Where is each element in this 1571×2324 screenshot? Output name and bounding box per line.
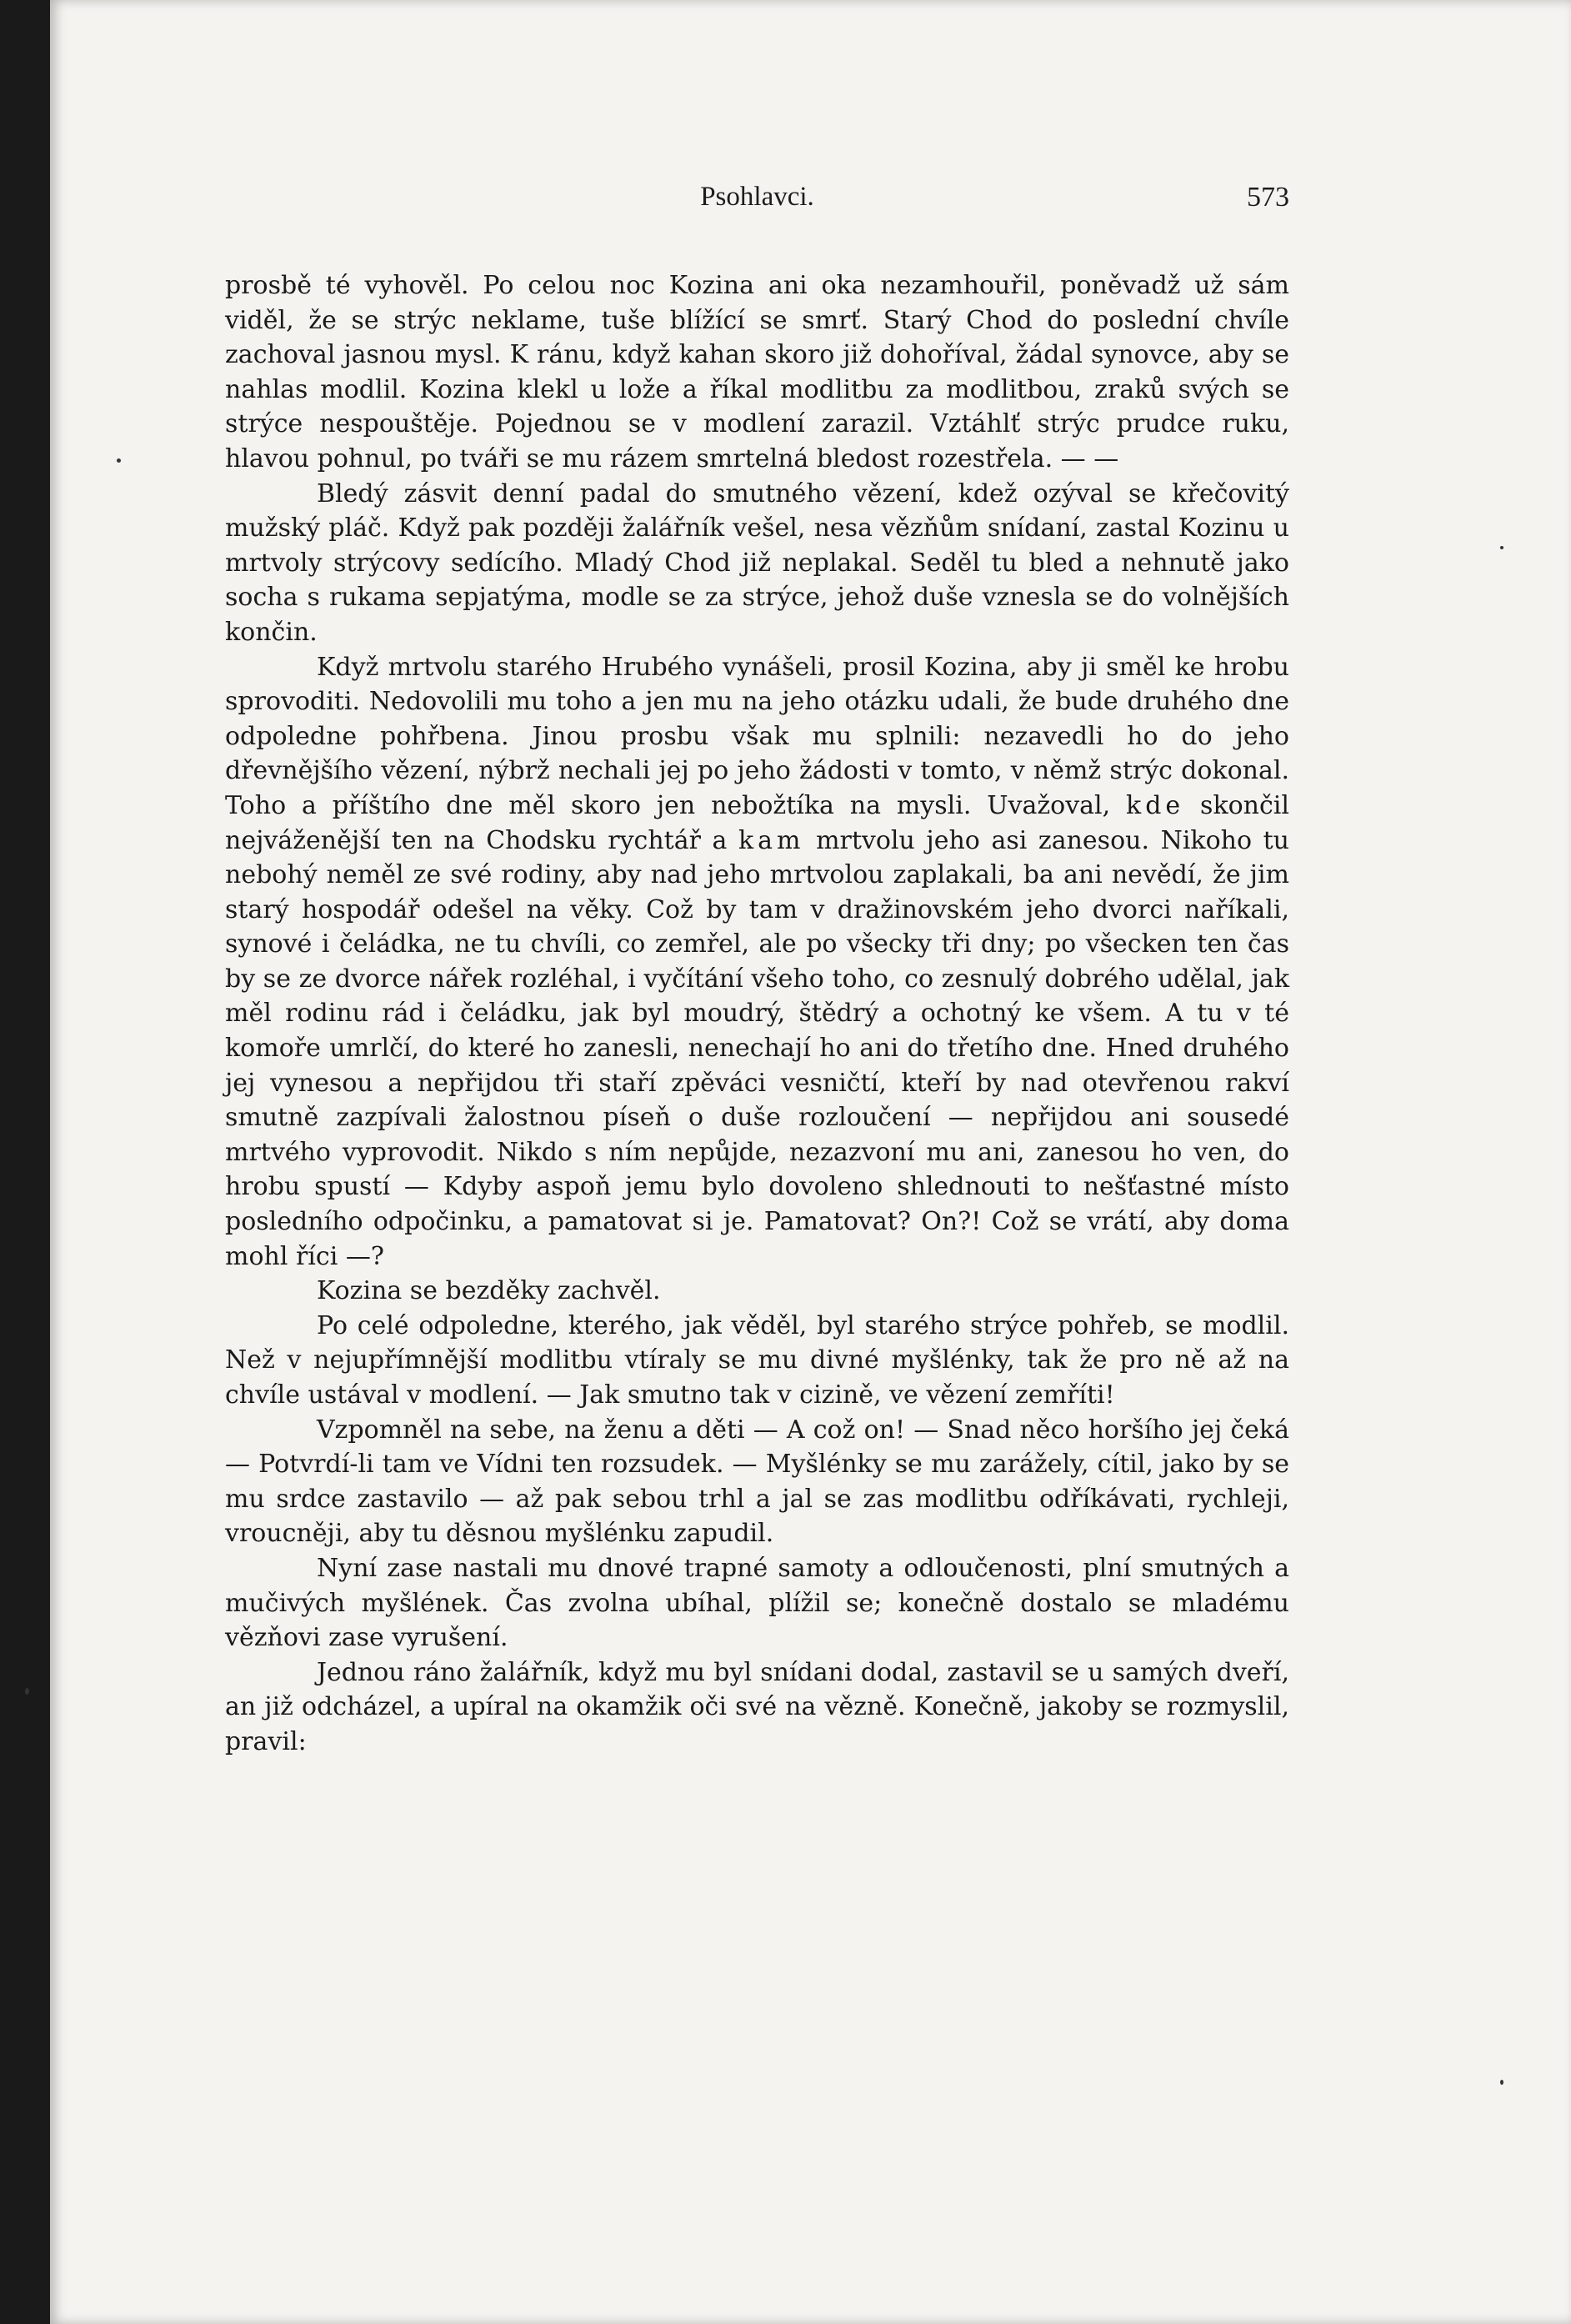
speck <box>117 458 121 463</box>
text-run: mrtvolu jeho asi zanesou. Nikoho tu nebohý neměl ze své rodiny, aby nad jeho mrtvolou zaplakali, ba ani nevědí, že jim starý hospodář odešel na věky. Což by tam v dražinovském jeho dvorci naříkali, synové i čeládka, ne tu chvíli, co zemřel, ale po všecky tři dny; po všecken ten čas by se ze dvorce nářek rozléhal, i vyčítání všeho toho, co zesnulý dobrého udělal, jak měl rodinu rád i čeládku, jak byl moudrý, štědrý a ochotný ke všem. A tu v té komoře umrlčí, do které ho zanesli, nenechají ho ani do třetího dne. Hned druhého jej vynesou a nepřijdou tři staří zpěváci vesničtí, kteří by nad otevřenou rakví smutně zazpívali žalostnou píseň o duše rozloučení — nepřijdou ani sousedé mrtvého vyprovodit. Nikdo s ním nepůjde, nezazvoní mu ani, zanesou ho ven, do hrobu spustí — Kdyby aspoň jemu bylo dovoleno shlednouti to nešťastné místo posledního odpočinku, a pamatovat si je. Pamatovat? On?! Což se vrátí, aby doma mohl říci —? <box>225 825 1289 1271</box>
page-number: 573 <box>1247 182 1289 213</box>
text-run: Vzpomněl na sebe, na ženu a děti — A což on! — Snad něco horšího jej čeká — Potvrdí-li tam ve Vídni ten rozsudek. — Myšlénky se mu zarážely, cítil, jako by se mu srdce zastavilo — až pak sebou trhl a jal se zas modlitbu odříkávati, rychleji, vroucněji, aby tu děsnou myšlénku zapudil. <box>225 1415 1289 1549</box>
paragraph <box>225 1309 1289 1413</box>
paragraph <box>225 1655 1289 1760</box>
text-run: Nyní zase nastali mu dnové trapné samoty a odloučenosti, plní smutných a mučivých myšlének. Čas zvolna ubíhal, plížil se; konečně dostalo se mladému vězňovi zase vyrušení. <box>225 1553 1289 1653</box>
text-run: Kozina se bezděky zachvěl. <box>317 1276 661 1306</box>
text-run: skončil nejváženější ten na Chodsku rychtář a <box>225 790 1289 855</box>
paragraph <box>225 268 1289 477</box>
text-run: Po celé odpoledne, kterého, jak věděl, byl starého strýce pohřeb, se modlil. Než v nejupřímnější modlitbu vtíraly se mu divné myšlénky, tak že pro ně až na chvíle ustával v modlení. — Jak smutno tak v cizině, ve vězení zemříti! <box>225 1310 1289 1410</box>
speck <box>25 1688 29 1695</box>
paragraph <box>225 1551 1289 1655</box>
running-title: Psohlavci. <box>700 182 814 212</box>
paragraph <box>225 1274 1289 1309</box>
text-run: Jednou ráno žalářník, když mu byl snídani dodal, zastavil se u samých dveří, an již odcházel, a upíral na okamžik oči své na vězně. Konečně, jakoby se rozmyslil, pravil: <box>225 1657 1289 1756</box>
running-header <box>225 182 1289 232</box>
speck <box>1500 546 1503 549</box>
text-run: Bledý zásvit denní padal do smutného vězení, kdež ozýval se křečovitý mužský pláč. Když pak později žalářník vešel, nesa vězňům snídaní, zastal Kozinu u mrtvoly strýcovy sedícího. Mladý Chod již neplakal. Seděl tu bled a nehnutě jako socha s rukama sepjatýma, modle se za strýce, jehož duše vznesla se do volnějších končin. <box>225 478 1289 647</box>
text-run: Když mrtvolu starého Hrubého vynášeli, prosil Kozina, aby ji směl ke hrobu sprovoditi. Nedovolili mu toho a jen mu na jeho otázku udali, že bude druhého dne odpoledne pohřbena. Jinou prosbu však mu splnili: nezavedli ho do jeho dřevnějšího vězení, nýbrž nechali jej po jeho žádosti v tomto, v němž strýc dokonal. Toho a příštího dne měl skoro jen nebožtíka na mysli. Uvažoval, <box>225 652 1289 820</box>
body-text <box>225 268 1289 1760</box>
paragraph <box>225 650 1289 1275</box>
paragraph <box>225 477 1289 650</box>
spaced-word-kam: kam <box>738 825 805 855</box>
paragraph <box>225 1413 1289 1551</box>
speck <box>1500 2080 1503 2085</box>
text-run: prosbě té vyhověl. Po celou noc Kozina ani oka nezamhouřil, poněvadž už sám viděl, že se strýc neklame, tuše blížící se smrť. Starý Chod do poslední chvíle zachoval jasnou mysl. K ránu, když kahan skoro již dohoříval, žádal synovce, aby se nahlas modlil. Kozina klekl u lože a říkal modlitbu za modlitbou, zraků svých se strýce nespouštěje. Pojednou se v modlení zarazil. Vztáhlť strýc prudce ruku, hlavou pohnul, po tváři se mu rázem smrtelná bledost rozestřela. — — <box>225 271 1289 473</box>
spaced-word-kde: kde <box>1126 790 1185 820</box>
